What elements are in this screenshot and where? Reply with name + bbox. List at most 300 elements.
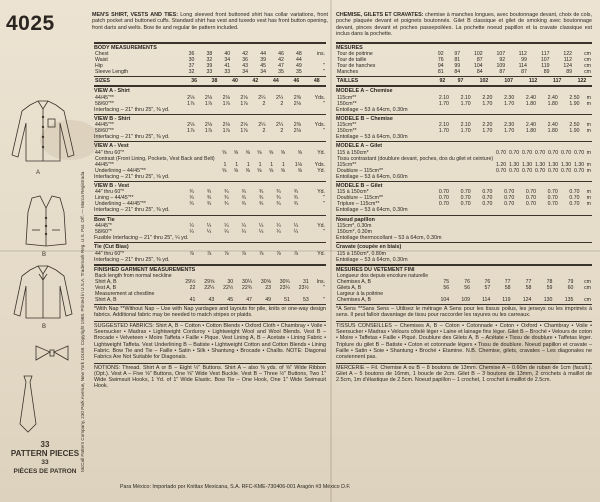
row-value: ⅞: [258, 250, 264, 257]
section-divider: [336, 85, 592, 87]
row-value: 30: [188, 57, 195, 64]
row-value: 1⅞: [204, 100, 213, 107]
row-value: 30⅝: [260, 279, 271, 286]
row-value: ¾: [206, 195, 212, 202]
row-value: 2.10: [460, 122, 471, 129]
interfacing-line: Interfacing – 21" thru 25", ⅜ yd.: [94, 134, 170, 141]
row-value: 46: [293, 78, 300, 85]
section-divider: [336, 76, 592, 77]
row-value: 32: [206, 57, 213, 64]
row-value: 2.50: [569, 94, 580, 101]
row-value: 0.70: [561, 167, 572, 174]
row-value: 2.10: [460, 94, 471, 101]
row-value: Yds.: [314, 122, 325, 129]
pieces-label-en: PATTERN PIECES: [10, 449, 80, 458]
row-value: 45: [227, 297, 234, 304]
interfacing-line: Entoilage – 53 à 64cm, 0.60m: [336, 173, 408, 180]
row-value: 117: [553, 78, 562, 85]
row-value: 81: [437, 69, 444, 76]
row-value: 58: [504, 285, 511, 292]
section-divider: [94, 321, 326, 322]
copyright-text: McCall Pattern Company, 230 Park Avenue, New York 10169. Copyright 1988. Printed in U.S.A. Trademark Reg. U.S. Pat. Off. — Marca Registrada: [80, 171, 85, 472]
row-value: 2.40: [525, 94, 536, 101]
row-value: 92: [439, 78, 446, 85]
row-value: 48: [313, 78, 320, 85]
row-value: 22¾: [241, 285, 253, 292]
body-measurements-table: [94, 51, 326, 75]
row-label: Tissu contrastant (doublure devant, poches, dos du gilet et ceinture): [337, 155, 494, 162]
row-value: ⅝: [297, 149, 302, 156]
row-value: 0.70: [547, 195, 558, 202]
row-value: 77: [525, 279, 532, 286]
mesures-fini-table: [336, 273, 592, 303]
row-label: 44/45"**: [95, 122, 114, 129]
mesures-fini-title: MESURES DU VETEMENT FINI: [336, 266, 415, 273]
row-value: ⅞: [276, 250, 281, 257]
yardage-table: [94, 223, 326, 235]
row-value: 1.90: [569, 128, 580, 135]
english-column: [92, 12, 329, 392]
section-divider: [94, 242, 326, 243]
row-value: cm: [584, 69, 591, 76]
table-row: [336, 297, 592, 303]
section-title: Tie (Cut Bias): [94, 244, 129, 251]
row-label: 44" thru 60"*: [95, 149, 125, 156]
row-value: 42: [278, 57, 284, 64]
row-value: 1.80: [547, 100, 558, 107]
row-value: 104: [440, 297, 450, 304]
row-value: 2: [280, 128, 284, 135]
section-divider: [336, 181, 592, 182]
row-value: cm: [584, 63, 591, 70]
mercerie: MERCERIE – Fil. Chemise A ou B – 8 boutons de 13mm. Chemise A – 0.60m de ruban de 1cm (facult.). Gilet A – 5 boutons de 16mm, 1 boucle de 2cm. Gilet B – 3 boutons de 13mm, 2 crochets à maillot de 2.5cm, 1m d'élastique de 2.5cm. Noeud papillon – 1 crochet, 1 crochet à maillot de 2.5cm.: [336, 364, 592, 384]
row-value: 49: [295, 63, 302, 70]
row-value: 2⅛: [293, 128, 301, 135]
row-value: 36: [242, 57, 249, 64]
row-value: 109: [461, 297, 471, 304]
row-label: Underlining – 44/45"**: [95, 167, 146, 174]
row-value: 53: [302, 297, 309, 304]
row-value: 1: [235, 161, 239, 168]
row-label: Underlining – 44/45"**: [95, 201, 146, 208]
figure-label-b: B: [42, 252, 47, 258]
row-value: 33: [206, 69, 213, 76]
row-value: 107: [496, 51, 506, 58]
row-value: 1.70: [482, 128, 493, 135]
row-value: 112: [528, 78, 538, 85]
row-value: m: [586, 201, 591, 208]
row-value: 2⅛: [204, 122, 213, 129]
row-value: 1.70: [438, 100, 449, 107]
row-value: ¼: [293, 228, 299, 235]
row-value: 2.30: [504, 94, 515, 101]
row-value: cm: [584, 297, 591, 304]
row-label: 58/60"**: [95, 100, 114, 107]
row-value: 2⅛: [187, 122, 195, 129]
row-value: m: [586, 122, 591, 129]
yardage-table: [94, 95, 326, 107]
suggested-fabrics: SUGGESTED FABRICS: Shirt A, B – Cotton • Cotton Blends • Oxford Cloth • Chambray • Voile • Seersucker • Madras • Lightweight Corduroy • Lightweight Wool and Wool Blends. Vest B – Brocade • Velveteen • Moire Taffeta • Faille • Pique. Vest Lining A, B – Acetate • Lining Fabric • Lightweight Taffeta. Vest Underlining B – Batiste • Lightweight Cotton and Cotton Blends • Lining Fabric. Bow Tie and Tie – Faille • Satin • Silk • Shantung • Brocade • Challis. NOTE: Diagonal Fabrics Are Not Suitable for Diagonals.: [94, 322, 326, 361]
row-value: ¼: [276, 228, 281, 235]
row-value: 1.30: [574, 161, 585, 168]
row-label: 44" thru 60"*: [95, 250, 125, 257]
row-value: ": [323, 201, 325, 208]
row-value: ⅞: [206, 250, 212, 257]
row-label: 115cm**: [337, 161, 357, 168]
row-label: 115cm**: [337, 122, 357, 129]
row-value: 60: [567, 285, 574, 292]
row-label: 44/45"*: [95, 222, 112, 229]
row-value: 114: [481, 297, 491, 304]
import-footer: Para México: Importado por Knittax Mexicana, S.A. RFC-KME-730406-001 Aragón #3 México D.F.: [120, 484, 351, 490]
row-label: Chest: [95, 51, 109, 58]
row-value: 32: [188, 69, 195, 76]
row-value: 40: [232, 78, 238, 85]
row-value: 104: [473, 63, 483, 70]
row-value: 1.30: [548, 161, 559, 168]
row-value: ¼: [189, 222, 194, 229]
row-value: 0.70: [522, 149, 533, 156]
row-label: 115cm**: [337, 94, 357, 101]
row-value: 0.70: [535, 167, 546, 174]
row-value: 109: [496, 63, 506, 70]
row-value: 99: [521, 57, 527, 64]
row-value: ": [323, 228, 325, 235]
row-value: ¼: [258, 222, 264, 229]
row-value: ¼: [224, 228, 229, 235]
tie-sketch-icon: [8, 374, 48, 434]
row-value: 56: [464, 285, 471, 292]
row-value: 43: [208, 297, 215, 304]
row-value: 2⅜: [293, 94, 301, 101]
row-value: 0.70: [569, 189, 580, 196]
row-value: 0.70: [547, 201, 558, 208]
pieces-count-en: 33: [40, 440, 50, 449]
row-value: 46: [278, 51, 284, 58]
section-divider: [336, 141, 592, 142]
row-value: 23: [265, 285, 271, 292]
row-value: ¼: [206, 222, 212, 229]
row-value: ¾: [241, 189, 246, 196]
row-value: 1.80: [525, 128, 536, 135]
english-title: MEN'S SHIRT, VESTS AND TIES:: [92, 12, 178, 18]
row-value: ": [323, 195, 325, 202]
row-value: ¾: [224, 189, 229, 196]
row-label: 44" thru 60"*: [95, 189, 125, 196]
row-value: 34: [260, 69, 266, 76]
english-description-text: Long sleeved front buttoned shirt has collar variations, front patch pocket and buttoned cuffs. Standard shirt has vest and tuxedo vest has front button opening, front darts and welts. Bow tie and regular tie pattern included.: [92, 12, 329, 31]
row-value: ": [323, 63, 325, 70]
row-value: ¾: [189, 195, 194, 202]
row-value: 1.70: [482, 100, 493, 107]
table-row: [94, 69, 326, 75]
row-label: 115 à 150cm*, 0.80m: [337, 250, 386, 257]
row-value: 97: [454, 51, 461, 58]
tissus-conseilles: TISSUS CONSEILLES – Chemises A, B – Coton • Cotonnade • Coton • Oxford • Chambray • Voile • Seersucker • Madras • Velours côtelé léger • Laine et lainage fins léger. Gilet B – Broché • Velours de coton • Moire • Taffetas • Faille • Piqué. Doublure des Gilets A, B – Acétate • Tissu de doublure • Taffetas léger. Triplure du gilet B – Batiste • Coton et cotonnade légers • Tissu de doublure. Noeud papillon et cravate – Faille • Satin • Soie • Shantung • Broché • Etamine. N.B. Chemise, gilets, cravates – Les diagonales ne conviennent pas.: [336, 322, 592, 361]
row-value: 23½: [298, 285, 309, 292]
row-value: ⅝: [245, 149, 250, 156]
row-value: 0.70: [525, 189, 536, 196]
section-divider: [94, 85, 326, 87]
row-value: 2¼: [275, 94, 284, 101]
mesures-table: [336, 51, 592, 75]
section-divider: [94, 215, 326, 216]
interfacing-line: Interfacing – 21" thru 25", ⅜ yd.: [94, 207, 170, 214]
row-label: Chemises A, B: [337, 279, 372, 286]
row-value: m: [586, 167, 591, 174]
row-value: [321, 78, 326, 84]
row-value: ⅝: [233, 167, 239, 174]
row-value: 75: [443, 279, 450, 286]
row-value: 2.20: [482, 94, 493, 101]
row-value: 0.70: [548, 149, 559, 156]
row-value: 124: [563, 63, 573, 70]
row-value: ¾: [224, 201, 229, 208]
row-label: 58/60"**: [95, 128, 114, 135]
row-value: 1⅞: [222, 100, 230, 107]
row-value: 0.70: [509, 149, 520, 156]
section-divider: [94, 264, 326, 266]
row-value: ⅝: [257, 149, 262, 156]
row-value: 58: [525, 285, 532, 292]
section-divider: [94, 363, 326, 364]
row-value: ¾: [276, 189, 281, 196]
row-value: m: [586, 128, 591, 135]
row-label: 150cm*, 0.30m: [337, 228, 372, 235]
row-value: 0.70: [482, 189, 493, 196]
yardage-table: [336, 122, 592, 134]
row-label: 115 à 150cm*: [337, 149, 369, 156]
row-value: ¾: [241, 201, 246, 208]
row-value: 0.70: [438, 189, 449, 196]
row-value: 78: [546, 279, 553, 286]
row-label: Waist: [95, 57, 108, 64]
row-value: 1: [258, 161, 262, 168]
row-value: 112: [518, 51, 527, 58]
row-value: cm: [584, 51, 591, 58]
row-value: 47: [278, 63, 284, 70]
row-value: 38: [206, 51, 213, 58]
row-value: ⅝: [222, 167, 227, 174]
interfacing-line: Entoilage – 53 à 64cm, 0.30m: [336, 256, 408, 263]
interfacing-line: Interfacing – 21" thru 25", ⅝ yd.: [94, 173, 170, 180]
interfacing-line: Interfacing – 21" thru 25", ⅜ yd.: [94, 106, 170, 113]
row-value: ": [323, 128, 325, 135]
row-value: Yd.: [317, 189, 325, 196]
row-value: 0.70: [496, 149, 507, 156]
french-description-text: chemise à manches longues, avec boutonnage devant, choix de cols, poche plaquée devant et poignets boutonnés. Gilet B classique et gilet de smoking avec boutonnage devant, pinces devant et poches passepoilées. La pochette noeud papillon et la cravate classique est inclus dans la pochette.: [336, 12, 593, 37]
row-value: Yd.: [317, 222, 325, 229]
section-divider: [94, 42, 326, 44]
row-value: 114: [518, 63, 527, 70]
row-label: Hip: [95, 63, 103, 70]
row-value: ¾: [276, 201, 281, 208]
row-value: [587, 78, 592, 84]
row-value: 1⅞: [187, 128, 195, 135]
row-value: ⅞: [241, 250, 246, 257]
section-title: VIEW B - Shirt: [94, 115, 131, 122]
row-label: 115cm*, 0.30m: [337, 222, 372, 229]
row-value: 89: [543, 69, 550, 76]
bow-tie-sketch-icon: [32, 342, 72, 366]
row-value: 44: [273, 78, 279, 85]
row-label: Contrast (Front Lining, Pockets, Vest Back and Belt): [95, 155, 215, 162]
pieces-label-fr: PIÈCES DE PATRON: [13, 468, 77, 475]
row-value: 102: [479, 78, 489, 85]
row-value: 42: [242, 51, 249, 58]
sens-note: *A Sens **Sans Sens – Utilisez le métrage A Sens pour les tissus poilus, les jerseys ou les imprimés à sens. Il peut falloir davantage de tissu pour raccorder les rayures ou les carreaux.: [336, 306, 592, 319]
row-value: 2⅛: [293, 100, 301, 107]
row-label: Back length from normal neckline: [95, 273, 172, 280]
row-label: Chemises A, B: [337, 297, 372, 304]
row-label: Tour de hanches: [337, 63, 376, 70]
row-label: Shirt A, B: [95, 297, 117, 304]
row-value: 76: [464, 279, 471, 286]
row-value: 135: [564, 297, 574, 304]
row-value: 1: [246, 161, 250, 168]
row-value: 2: [262, 128, 266, 135]
row-value: ¼: [241, 228, 246, 235]
row-value: 2.30: [504, 122, 515, 129]
yardage-table: [336, 189, 592, 207]
row-value: 0.70: [574, 149, 585, 156]
row-value: 38: [211, 78, 218, 85]
row-value: ⅝: [233, 149, 239, 156]
row-value: ": [323, 285, 325, 292]
row-value: 87: [521, 69, 527, 76]
row-value: 2⅜: [293, 122, 301, 129]
row-label: Manches: [337, 69, 359, 76]
row-value: 92: [437, 51, 444, 58]
row-value: 0.70: [438, 195, 449, 202]
row-value: 2.40: [547, 122, 558, 129]
vest-sketch-icon: [16, 194, 76, 250]
row-value: ¾: [293, 195, 299, 202]
row-label: 150cm**: [337, 100, 357, 107]
row-value: 2⅛: [204, 94, 213, 101]
row-value: cm: [584, 285, 591, 292]
section-title: VIEW A - Shirt: [94, 88, 130, 95]
row-label: Tour de poitrine: [337, 51, 373, 58]
section-divider: [94, 181, 326, 182]
row-value: ⅝: [245, 167, 250, 174]
row-value: ⅞: [293, 250, 299, 257]
row-value: 76: [484, 279, 491, 286]
section-divider: [336, 114, 592, 115]
row-value: 1⅞: [204, 128, 213, 135]
row-value: 0.70: [522, 167, 533, 174]
row-label: SIZES: [95, 78, 110, 85]
section-title: MODELE B – Gilet: [336, 183, 383, 190]
row-value: 2.40: [547, 94, 558, 101]
row-label: Measurement at chestline: [95, 291, 155, 298]
english-description: [92, 12, 328, 31]
row-value: 0.70: [509, 167, 520, 174]
row-value: ins.: [316, 51, 325, 58]
row-value: 1: [223, 161, 227, 168]
row-value: 31: [302, 279, 309, 286]
row-value: 2⅛: [187, 94, 195, 101]
section-divider: [94, 141, 326, 142]
row-value: 2¼: [258, 94, 266, 101]
row-value: 1⅞: [240, 128, 248, 135]
row-value: 0.70: [460, 195, 471, 202]
row-value: 119: [541, 63, 550, 70]
row-label: Doublure – 115cm**: [337, 167, 384, 174]
row-value: ⅝: [222, 149, 227, 156]
row-value: 92: [499, 57, 506, 64]
row-value: 40: [224, 51, 231, 58]
row-value: 34: [242, 69, 249, 76]
row-value: 0.70: [504, 201, 515, 208]
section-title: Bow Tie: [94, 216, 115, 223]
row-value: ¼: [276, 222, 281, 229]
yardage-table: [336, 150, 592, 174]
section-divider: [336, 264, 592, 266]
row-value: ": [323, 69, 325, 76]
row-value: 41: [224, 63, 231, 70]
row-value: 35: [278, 69, 284, 76]
row-value: 22½: [223, 285, 234, 292]
row-value: 2⅛: [222, 122, 230, 129]
row-value: 2⅛: [240, 122, 248, 129]
row-value: 2¼: [275, 122, 284, 129]
interfacing-line: Entoilage – 53 à 64cm, 0.30m: [336, 207, 408, 214]
row-value: 0.70: [547, 189, 558, 196]
row-value: 44: [260, 51, 266, 58]
row-label: TAILLES: [337, 78, 359, 85]
row-value: 122: [577, 78, 587, 85]
row-value: 37: [188, 63, 195, 70]
row-value: ¾: [293, 201, 299, 208]
row-value: Yd.: [317, 167, 325, 174]
notions: NOTIONS: Thread. Shirt A or B – Eight ½" Buttons. Shirt A – also ⅜ yds. of ⅝" Wide Ribbon (Opt.). Vest A – Five ⅝" Buttons, One ⅝" Wide Vest Buckle. Vest B – Three ½" Buttons, Two 1" Wide Swimsuit Hooks, 1 Yd. of 1" Wide Elastic. Bow Tie – One Hook, One 1" Wide Swimsuit Hook.: [94, 364, 326, 390]
row-value: 42: [252, 78, 259, 85]
row-value: ¼: [189, 228, 194, 235]
row-value: 0.70: [569, 201, 580, 208]
row-value: 2¼: [258, 122, 266, 129]
row-value: 94: [437, 63, 444, 70]
row-value: ¾: [276, 195, 281, 202]
row-value: ": [323, 100, 325, 107]
row-value: ¼: [224, 222, 229, 229]
row-value: 0.70: [548, 167, 559, 174]
row-value: 22¼: [204, 285, 215, 292]
row-value: 0.70: [525, 195, 536, 202]
row-value: 1.30: [561, 161, 572, 168]
section-title: MODELE B – Chemise: [336, 115, 393, 122]
row-value: 39: [206, 63, 213, 70]
section-title: Cravate (coupée en biais): [336, 244, 402, 251]
row-value: 1.80: [547, 128, 558, 135]
row-value: 0.70: [460, 189, 471, 196]
french-description: [336, 12, 592, 37]
row-value: ⅝: [268, 167, 274, 174]
section-divider: [94, 304, 326, 305]
row-label: Sleeve Length: [95, 69, 129, 76]
row-value: 1.70: [504, 100, 515, 107]
row-value: ¾: [224, 195, 229, 202]
section-title: MODELE A – Chemise: [336, 88, 393, 95]
row-label: 44/45"**: [95, 161, 114, 168]
row-value: 1.70: [460, 128, 471, 135]
row-value: 0.70: [482, 195, 493, 202]
row-label: Gilets A, B: [337, 285, 362, 292]
row-value: 44: [295, 57, 302, 64]
row-value: 119: [502, 297, 511, 304]
row-label: Tour de taille: [337, 57, 367, 64]
row-value: 122: [563, 51, 573, 58]
